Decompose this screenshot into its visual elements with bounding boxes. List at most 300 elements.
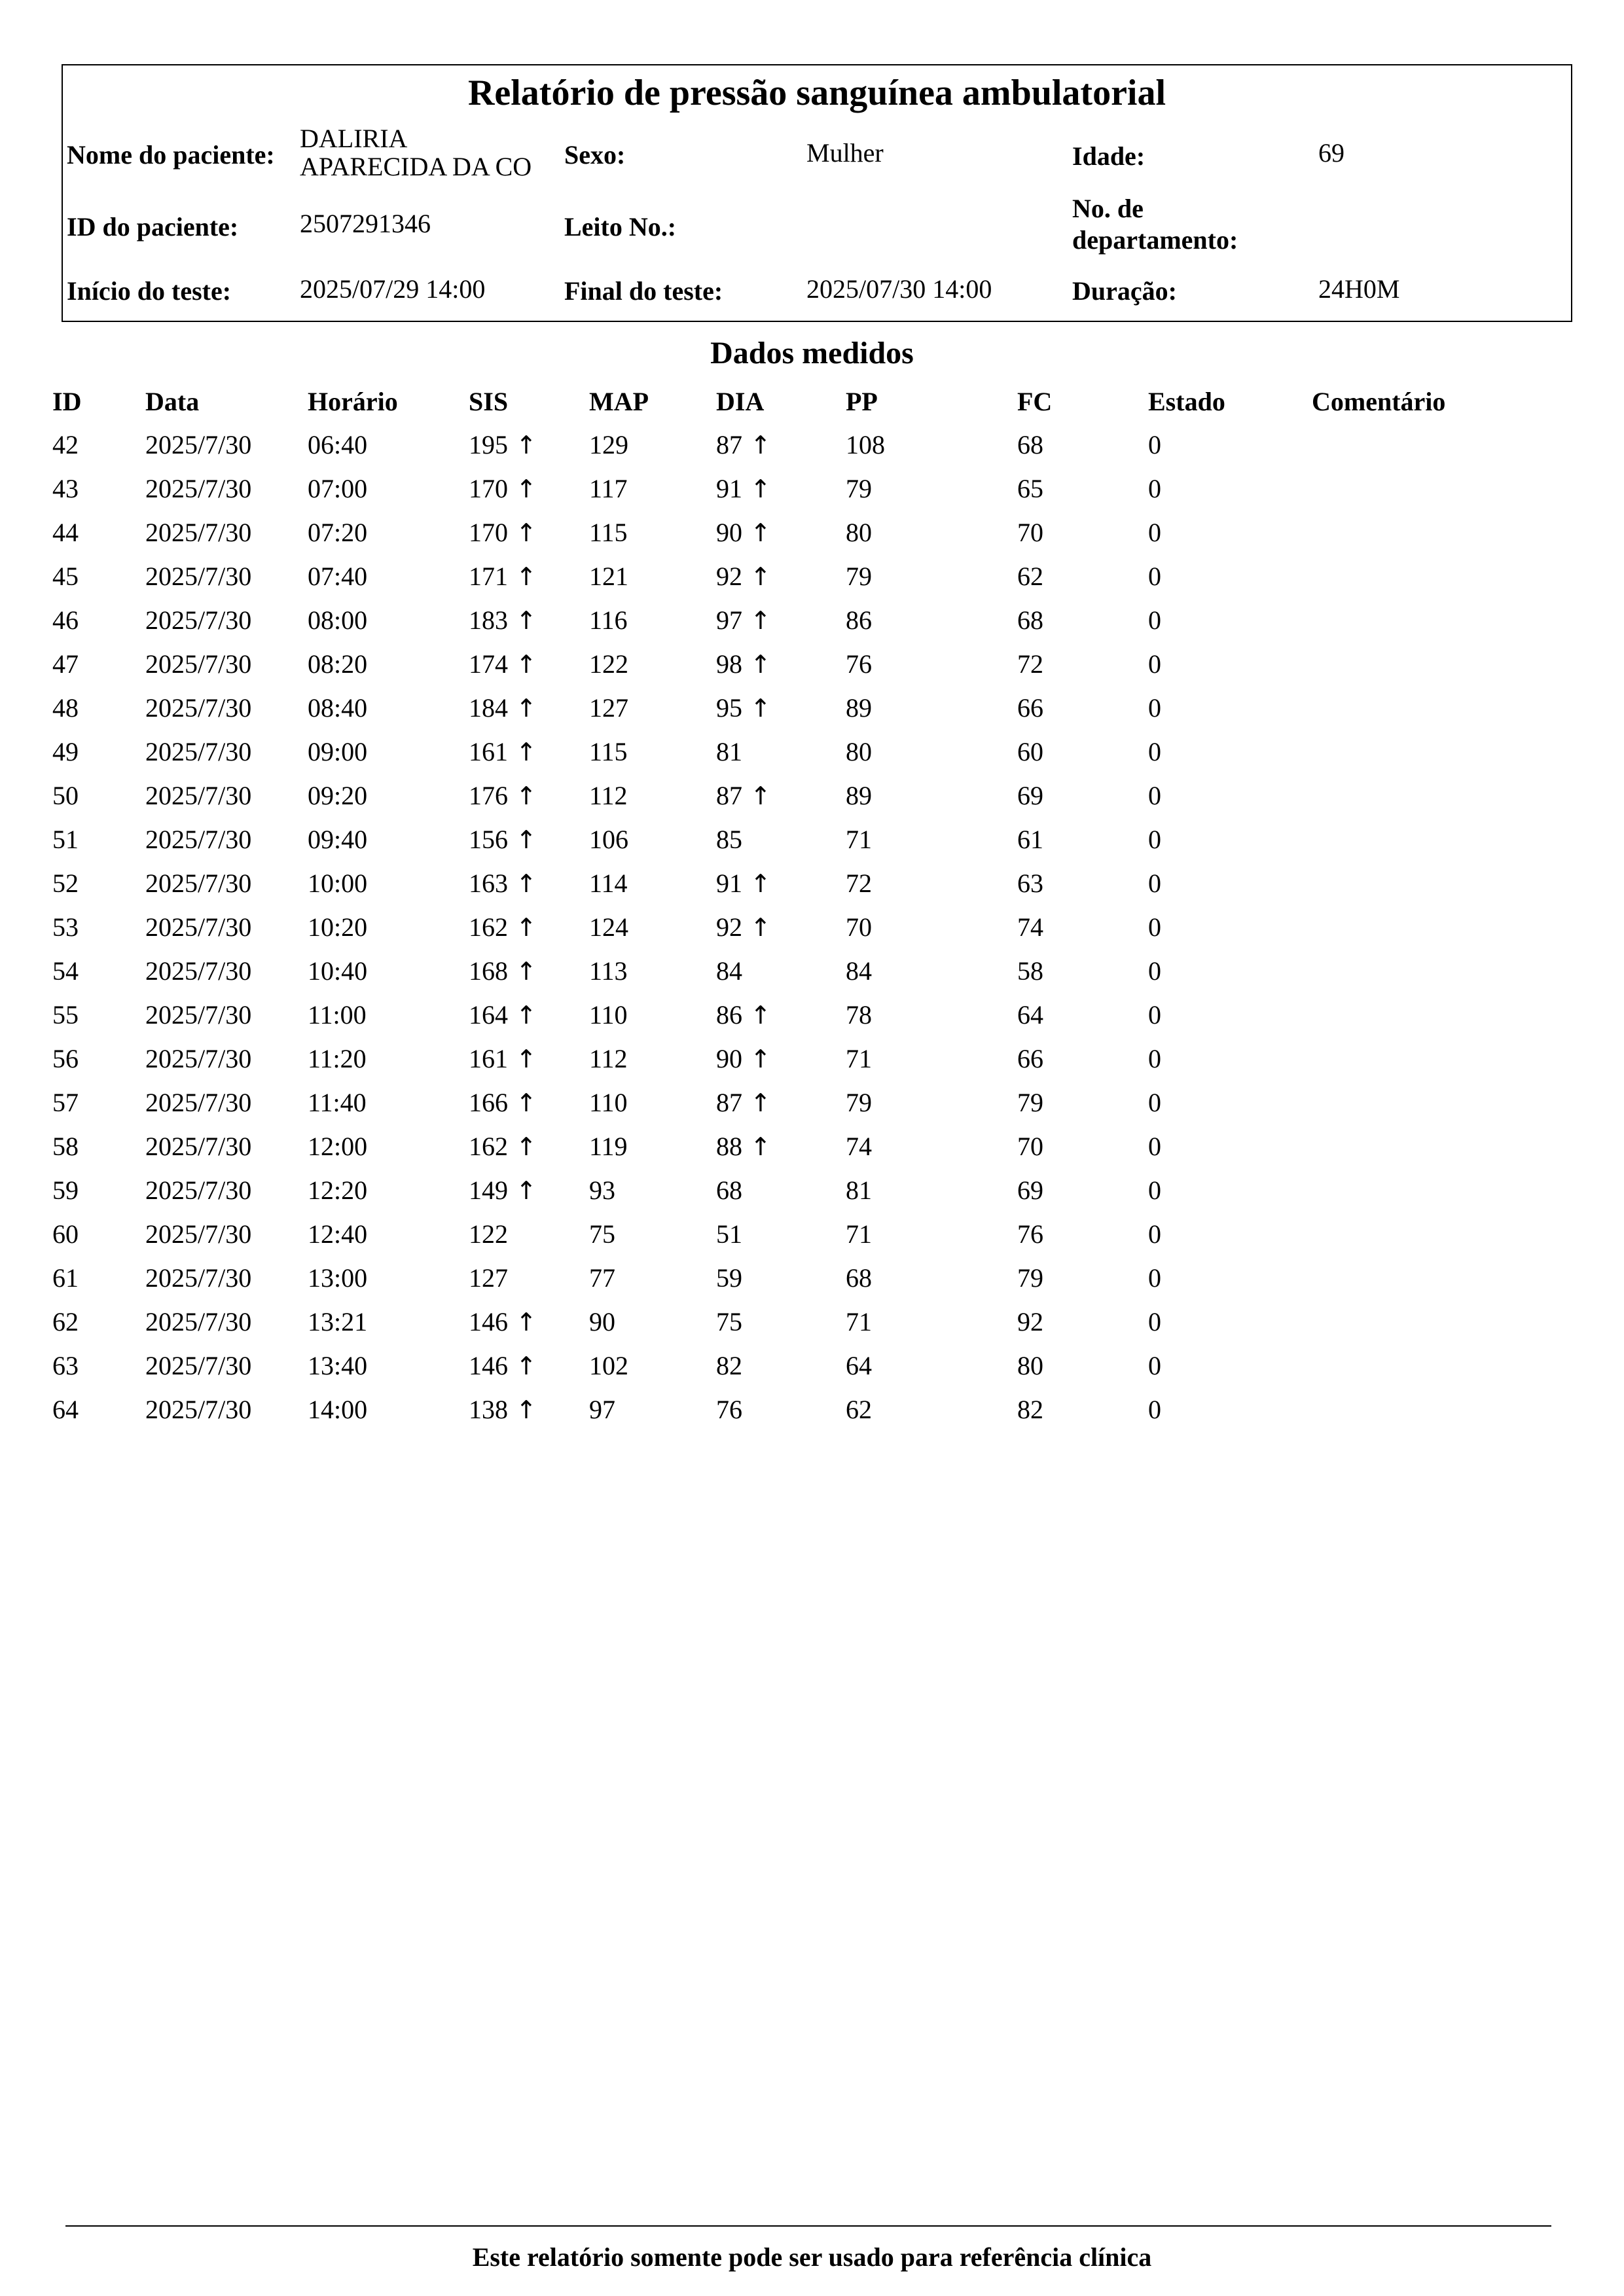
cell-dia <box>703 511 833 554</box>
cell-time <box>295 1256 456 1300</box>
patient-name-line1: DALIRIA <box>300 124 408 153</box>
table-row <box>39 467 1571 511</box>
cell-map <box>576 1256 703 1300</box>
high-arrow-icon: ↑ <box>750 869 771 898</box>
cell-status <box>1135 686 1299 730</box>
cell-map <box>576 774 703 817</box>
cell-sis-value: 146 <box>469 1307 508 1336</box>
cell-fc-value: 70 <box>1017 518 1043 547</box>
cell-fc <box>1004 1081 1135 1124</box>
cell-comment <box>1299 1256 1571 1300</box>
cell-pp-value: 71 <box>846 1044 872 1073</box>
cell-dia-value: 90 <box>716 518 742 547</box>
cell-dia-value: 59 <box>716 1263 742 1293</box>
cell-sis-value: 163 <box>469 869 508 898</box>
high-arrow-icon: ↑ <box>516 562 537 591</box>
cell-dia <box>703 730 833 774</box>
cell-sis-value: 161 <box>469 737 508 766</box>
cell-pp <box>833 861 1004 905</box>
cell-pp-value: 79 <box>846 562 872 591</box>
cell-fc-value: 72 <box>1017 649 1043 679</box>
cell-time-value: 07:00 <box>308 474 368 503</box>
cell-time <box>295 1124 456 1168</box>
cell-sis <box>456 1081 576 1124</box>
cell-status-value: 0 <box>1148 1175 1161 1205</box>
cell-fc-value: 66 <box>1017 693 1043 723</box>
cell-id <box>39 467 132 511</box>
cell-comment <box>1299 467 1571 511</box>
test-end-label: Final do teste: <box>564 276 723 306</box>
cell-fc-value: 66 <box>1017 1044 1043 1073</box>
cell-sis-value: 146 <box>469 1351 508 1380</box>
cell-id <box>39 642 132 686</box>
cell-id-value: 63 <box>52 1351 79 1380</box>
cell-date-value: 2025/7/30 <box>145 1175 252 1205</box>
high-arrow-icon: ↑ <box>516 869 537 898</box>
high-arrow-icon: ↑ <box>516 606 537 635</box>
high-arrow-icon: ↑ <box>516 694 537 723</box>
cell-dia <box>703 1300 833 1344</box>
cell-dia <box>703 861 833 905</box>
cell-dia-value: 86 <box>716 1000 742 1030</box>
cell-dia-value: 98 <box>716 649 742 679</box>
cell-status-value: 0 <box>1148 1044 1161 1073</box>
cell-status-value: 0 <box>1148 474 1161 503</box>
cell-comment <box>1299 598 1571 642</box>
cell-status-value: 0 <box>1148 1351 1161 1380</box>
table-row <box>39 554 1571 598</box>
cell-id <box>39 598 132 642</box>
cell-fc-value: 69 <box>1017 781 1043 810</box>
table-row <box>39 1168 1571 1212</box>
cell-id-value: 58 <box>52 1132 79 1161</box>
cell-sis <box>456 423 576 467</box>
cell-status <box>1135 774 1299 817</box>
cell-pp <box>833 817 1004 861</box>
cell-status-value: 0 <box>1148 430 1161 459</box>
cell-status <box>1135 1037 1299 1081</box>
cell-time <box>295 511 456 554</box>
cell-pp <box>833 423 1004 467</box>
cell-id-value: 42 <box>52 430 79 459</box>
cell-map-value: 77 <box>589 1263 615 1293</box>
cell-comment <box>1299 1344 1571 1388</box>
cell-id <box>39 423 132 467</box>
duration-value: 24H0M <box>1318 274 1400 304</box>
cell-pp <box>833 730 1004 774</box>
table-row <box>39 423 1571 467</box>
cell-dia <box>703 1212 833 1256</box>
cell-fc <box>1004 1212 1135 1256</box>
cell-fc-value: 61 <box>1017 825 1043 854</box>
cell-sis <box>456 774 576 817</box>
cell-id <box>39 1081 132 1124</box>
cell-pp-value: 80 <box>846 737 872 766</box>
table-row <box>39 861 1571 905</box>
cell-status-value: 0 <box>1148 518 1161 547</box>
cell-time-value: 13:40 <box>308 1351 368 1380</box>
cell-id-value: 64 <box>52 1395 79 1424</box>
cell-date-value: 2025/7/30 <box>145 1395 252 1424</box>
cell-fc-value: 68 <box>1017 430 1043 459</box>
cell-map-value: 127 <box>589 693 628 723</box>
cell-id-value: 45 <box>52 562 79 591</box>
cell-pp <box>833 467 1004 511</box>
cell-pp <box>833 1344 1004 1388</box>
cell-map-value: 122 <box>589 649 628 679</box>
column-header-time: Horário <box>308 386 398 416</box>
cell-sis <box>456 554 576 598</box>
cell-dia <box>703 1168 833 1212</box>
cell-fc-value: 68 <box>1017 605 1043 635</box>
cell-fc <box>1004 1344 1135 1388</box>
column-header-comment: Comentário <box>1312 386 1446 416</box>
cell-status <box>1135 511 1299 554</box>
cell-map <box>576 554 703 598</box>
cell-date-value: 2025/7/30 <box>145 912 252 942</box>
cell-time-value: 06:40 <box>308 430 368 459</box>
cell-dia <box>703 817 833 861</box>
table-row <box>39 1344 1571 1388</box>
cell-sis <box>456 1037 576 1081</box>
cell-dia-value: 92 <box>716 912 742 942</box>
cell-dia-value: 82 <box>716 1351 742 1380</box>
cell-fc-value: 64 <box>1017 1000 1043 1030</box>
cell-id-value: 62 <box>52 1307 79 1336</box>
cell-sis-value: 195 <box>469 430 508 459</box>
high-arrow-icon: ↑ <box>516 1088 537 1117</box>
cell-dia-value: 68 <box>716 1175 742 1205</box>
cell-pp-value: 89 <box>846 693 872 723</box>
cell-pp-value: 71 <box>846 1307 872 1336</box>
table-row <box>39 598 1571 642</box>
cell-date <box>132 861 295 905</box>
high-arrow-icon: ↑ <box>516 957 537 986</box>
cell-date-value: 2025/7/30 <box>145 825 252 854</box>
high-arrow-icon: ↑ <box>516 913 537 942</box>
table-header-row <box>39 380 1571 423</box>
cell-time-value: 09:20 <box>308 781 368 810</box>
cell-dia-value: 91 <box>716 474 742 503</box>
cell-time <box>295 861 456 905</box>
cell-date-value: 2025/7/30 <box>145 781 252 810</box>
cell-date <box>132 1256 295 1300</box>
cell-map-value: 97 <box>589 1395 615 1424</box>
cell-pp <box>833 598 1004 642</box>
cell-date-value: 2025/7/30 <box>145 1044 252 1073</box>
high-arrow-icon: ↑ <box>516 475 537 503</box>
cell-date-value: 2025/7/30 <box>145 430 252 459</box>
cell-pp-value: 79 <box>846 1088 872 1117</box>
cell-status-value: 0 <box>1148 912 1161 942</box>
cell-id <box>39 949 132 993</box>
cell-comment <box>1299 1168 1571 1212</box>
cell-time-value: 11:00 <box>308 1000 367 1030</box>
cell-fc-value: 80 <box>1017 1351 1043 1380</box>
cell-id-value: 46 <box>52 605 79 635</box>
cell-date-value: 2025/7/30 <box>145 518 252 547</box>
cell-id-value: 47 <box>52 649 79 679</box>
cell-status <box>1135 817 1299 861</box>
cell-status <box>1135 423 1299 467</box>
high-arrow-icon: ↑ <box>516 1176 537 1205</box>
cell-fc-value: 60 <box>1017 737 1043 766</box>
cell-dia-value: 51 <box>716 1219 742 1249</box>
duration-label: Duração: <box>1072 276 1177 306</box>
cell-status <box>1135 598 1299 642</box>
cell-date <box>132 467 295 511</box>
cell-map <box>576 511 703 554</box>
high-arrow-icon: ↑ <box>750 781 771 810</box>
column-header-pp: PP <box>846 386 878 416</box>
cell-map <box>576 949 703 993</box>
cell-sis <box>456 993 576 1037</box>
cell-pp <box>833 1168 1004 1212</box>
cell-time-value: 12:00 <box>308 1132 368 1161</box>
cell-map <box>576 1168 703 1212</box>
cell-time-value: 07:20 <box>308 518 368 547</box>
cell-map <box>576 423 703 467</box>
cell-sis <box>456 949 576 993</box>
cell-time <box>295 1037 456 1081</box>
cell-pp <box>833 1300 1004 1344</box>
cell-date <box>132 1168 295 1212</box>
column-header-dia: DIA <box>716 386 765 416</box>
high-arrow-icon: ↑ <box>750 562 771 591</box>
high-arrow-icon: ↑ <box>750 1088 771 1117</box>
footer-disclaimer: Este relatório somente pode ser usado para referência clínica <box>472 2242 1152 2272</box>
cell-status <box>1135 1124 1299 1168</box>
high-arrow-icon: ↑ <box>516 431 537 459</box>
high-arrow-icon: ↑ <box>516 1132 537 1161</box>
cell-fc <box>1004 554 1135 598</box>
cell-id <box>39 861 132 905</box>
cell-pp-value: 71 <box>846 1219 872 1249</box>
cell-map-value: 102 <box>589 1351 628 1380</box>
cell-pp <box>833 511 1004 554</box>
cell-fc <box>1004 1037 1135 1081</box>
cell-dia <box>703 993 833 1037</box>
cell-map-value: 93 <box>589 1175 615 1205</box>
cell-time-value: 08:00 <box>308 605 368 635</box>
cell-sis-value: 162 <box>469 1132 508 1161</box>
cell-id-value: 49 <box>52 737 79 766</box>
cell-pp-value: 81 <box>846 1175 872 1205</box>
cell-pp-value: 79 <box>846 474 872 503</box>
cell-dia-value: 90 <box>716 1044 742 1073</box>
measurements-table-body <box>39 423 1571 1431</box>
cell-fc <box>1004 467 1135 511</box>
table-row <box>39 1212 1571 1256</box>
cell-id-value: 61 <box>52 1263 79 1293</box>
department-label-line1: No. de <box>1072 194 1144 223</box>
cell-map-value: 117 <box>589 474 628 503</box>
cell-map <box>576 467 703 511</box>
cell-fc <box>1004 1388 1135 1431</box>
cell-time <box>295 1081 456 1124</box>
bed-label: Leito No.: <box>564 212 677 242</box>
cell-status <box>1135 1212 1299 1256</box>
cell-time-value: 09:00 <box>308 737 368 766</box>
cell-pp-value: 86 <box>846 605 872 635</box>
cell-time <box>295 1300 456 1344</box>
cell-sis-value: 170 <box>469 474 508 503</box>
cell-id <box>39 1344 132 1388</box>
cell-status-value: 0 <box>1148 1263 1161 1293</box>
footer-divider <box>65 2225 1551 2227</box>
column-header-date: Data <box>145 386 200 416</box>
cell-time <box>295 730 456 774</box>
cell-dia <box>703 1037 833 1081</box>
cell-pp <box>833 1212 1004 1256</box>
cell-comment <box>1299 905 1571 949</box>
cell-pp-value: 68 <box>846 1263 872 1293</box>
age-label: Idade: <box>1072 141 1146 171</box>
cell-date-value: 2025/7/30 <box>145 1219 252 1249</box>
high-arrow-icon: ↑ <box>516 650 537 679</box>
cell-pp-value: 78 <box>846 1000 872 1030</box>
cell-map-value: 112 <box>589 781 628 810</box>
cell-time-value: 12:20 <box>308 1175 368 1205</box>
cell-map-value: 75 <box>589 1219 615 1249</box>
cell-pp <box>833 949 1004 993</box>
cell-id <box>39 1168 132 1212</box>
cell-comment <box>1299 642 1571 686</box>
cell-fc <box>1004 1124 1135 1168</box>
cell-sis-value: 161 <box>469 1044 508 1073</box>
cell-sis-value: 162 <box>469 912 508 942</box>
cell-sis-value: 170 <box>469 518 508 547</box>
high-arrow-icon: ↑ <box>750 518 771 547</box>
cell-time-value: 09:40 <box>308 825 368 854</box>
cell-date-value: 2025/7/30 <box>145 1000 252 1030</box>
cell-sis <box>456 1344 576 1388</box>
cell-fc-value: 74 <box>1017 912 1043 942</box>
cell-time <box>295 817 456 861</box>
cell-id <box>39 993 132 1037</box>
cell-sis <box>456 511 576 554</box>
cell-id-value: 56 <box>52 1044 79 1073</box>
cell-fc-value: 62 <box>1017 562 1043 591</box>
high-arrow-icon: ↑ <box>516 738 537 766</box>
cell-dia-value: 92 <box>716 562 742 591</box>
cell-dia-value: 87 <box>716 781 742 810</box>
table-row <box>39 511 1571 554</box>
cell-id-value: 57 <box>52 1088 79 1117</box>
cell-pp-value: 70 <box>846 912 872 942</box>
high-arrow-icon: ↑ <box>516 1395 537 1424</box>
cell-sis-value: 138 <box>469 1395 508 1424</box>
cell-comment <box>1299 1124 1571 1168</box>
table-row <box>39 1388 1571 1431</box>
cell-fc-value: 92 <box>1017 1307 1043 1336</box>
column-header-status: Estado <box>1148 386 1225 416</box>
cell-dia-value: 97 <box>716 605 742 635</box>
cell-status-value: 0 <box>1148 1132 1161 1161</box>
high-arrow-icon: ↑ <box>516 781 537 810</box>
cell-status <box>1135 905 1299 949</box>
cell-comment <box>1299 1037 1571 1081</box>
cell-id <box>39 1388 132 1431</box>
high-arrow-icon: ↑ <box>516 518 537 547</box>
cell-fc <box>1004 730 1135 774</box>
cell-id-value: 60 <box>52 1219 79 1249</box>
cell-time-value: 08:20 <box>308 649 368 679</box>
cell-status <box>1135 949 1299 993</box>
cell-map <box>576 1388 703 1431</box>
cell-status <box>1135 1300 1299 1344</box>
high-arrow-icon: ↑ <box>750 694 771 723</box>
cell-id <box>39 1300 132 1344</box>
cell-status <box>1135 1256 1299 1300</box>
high-arrow-icon: ↑ <box>750 650 771 679</box>
cell-time-value: 11:20 <box>308 1044 367 1073</box>
table-row <box>39 1081 1571 1124</box>
table-row <box>39 642 1571 686</box>
cell-comment <box>1299 817 1571 861</box>
cell-sis-value: 127 <box>469 1263 508 1293</box>
cell-time <box>295 1212 456 1256</box>
cell-date <box>132 774 295 817</box>
cell-fc <box>1004 861 1135 905</box>
cell-status-value: 0 <box>1148 1219 1161 1249</box>
cell-map <box>576 905 703 949</box>
cell-comment <box>1299 423 1571 467</box>
high-arrow-icon: ↑ <box>516 1001 537 1030</box>
cell-dia-value: 91 <box>716 869 742 898</box>
cell-status-value: 0 <box>1148 1395 1161 1424</box>
cell-time-value: 13:21 <box>308 1307 368 1336</box>
cell-dia-value: 95 <box>716 693 742 723</box>
cell-map-value: 115 <box>589 737 628 766</box>
cell-pp-value: 76 <box>846 649 872 679</box>
sex-value: Mulher <box>806 138 884 168</box>
cell-pp <box>833 1037 1004 1081</box>
cell-map <box>576 642 703 686</box>
cell-map-value: 90 <box>589 1307 615 1336</box>
cell-time-value: 12:40 <box>308 1219 368 1249</box>
cell-sis-value: 156 <box>469 825 508 854</box>
table-row <box>39 774 1571 817</box>
cell-sis <box>456 1168 576 1212</box>
cell-fc <box>1004 1256 1135 1300</box>
cell-map-value: 124 <box>589 912 628 942</box>
cell-time <box>295 554 456 598</box>
high-arrow-icon: ↑ <box>750 1132 771 1161</box>
cell-sis <box>456 1300 576 1344</box>
cell-status <box>1135 1388 1299 1431</box>
high-arrow-icon: ↑ <box>750 475 771 503</box>
cell-date <box>132 686 295 730</box>
cell-time <box>295 598 456 642</box>
column-header-sis: SIS <box>469 386 509 416</box>
cell-date <box>132 1212 295 1256</box>
cell-map-value: 112 <box>589 1044 628 1073</box>
cell-fc <box>1004 1300 1135 1344</box>
cell-date-value: 2025/7/30 <box>145 1088 252 1117</box>
cell-fc-value: 79 <box>1017 1263 1043 1293</box>
table-row <box>39 686 1571 730</box>
patient-header <box>62 64 1572 322</box>
cell-time <box>295 774 456 817</box>
cell-fc <box>1004 598 1135 642</box>
cell-sis <box>456 1212 576 1256</box>
high-arrow-icon: ↑ <box>750 606 771 635</box>
table-row <box>39 949 1571 993</box>
cell-date <box>132 1300 295 1344</box>
cell-date <box>132 1344 295 1388</box>
cell-date <box>132 1124 295 1168</box>
